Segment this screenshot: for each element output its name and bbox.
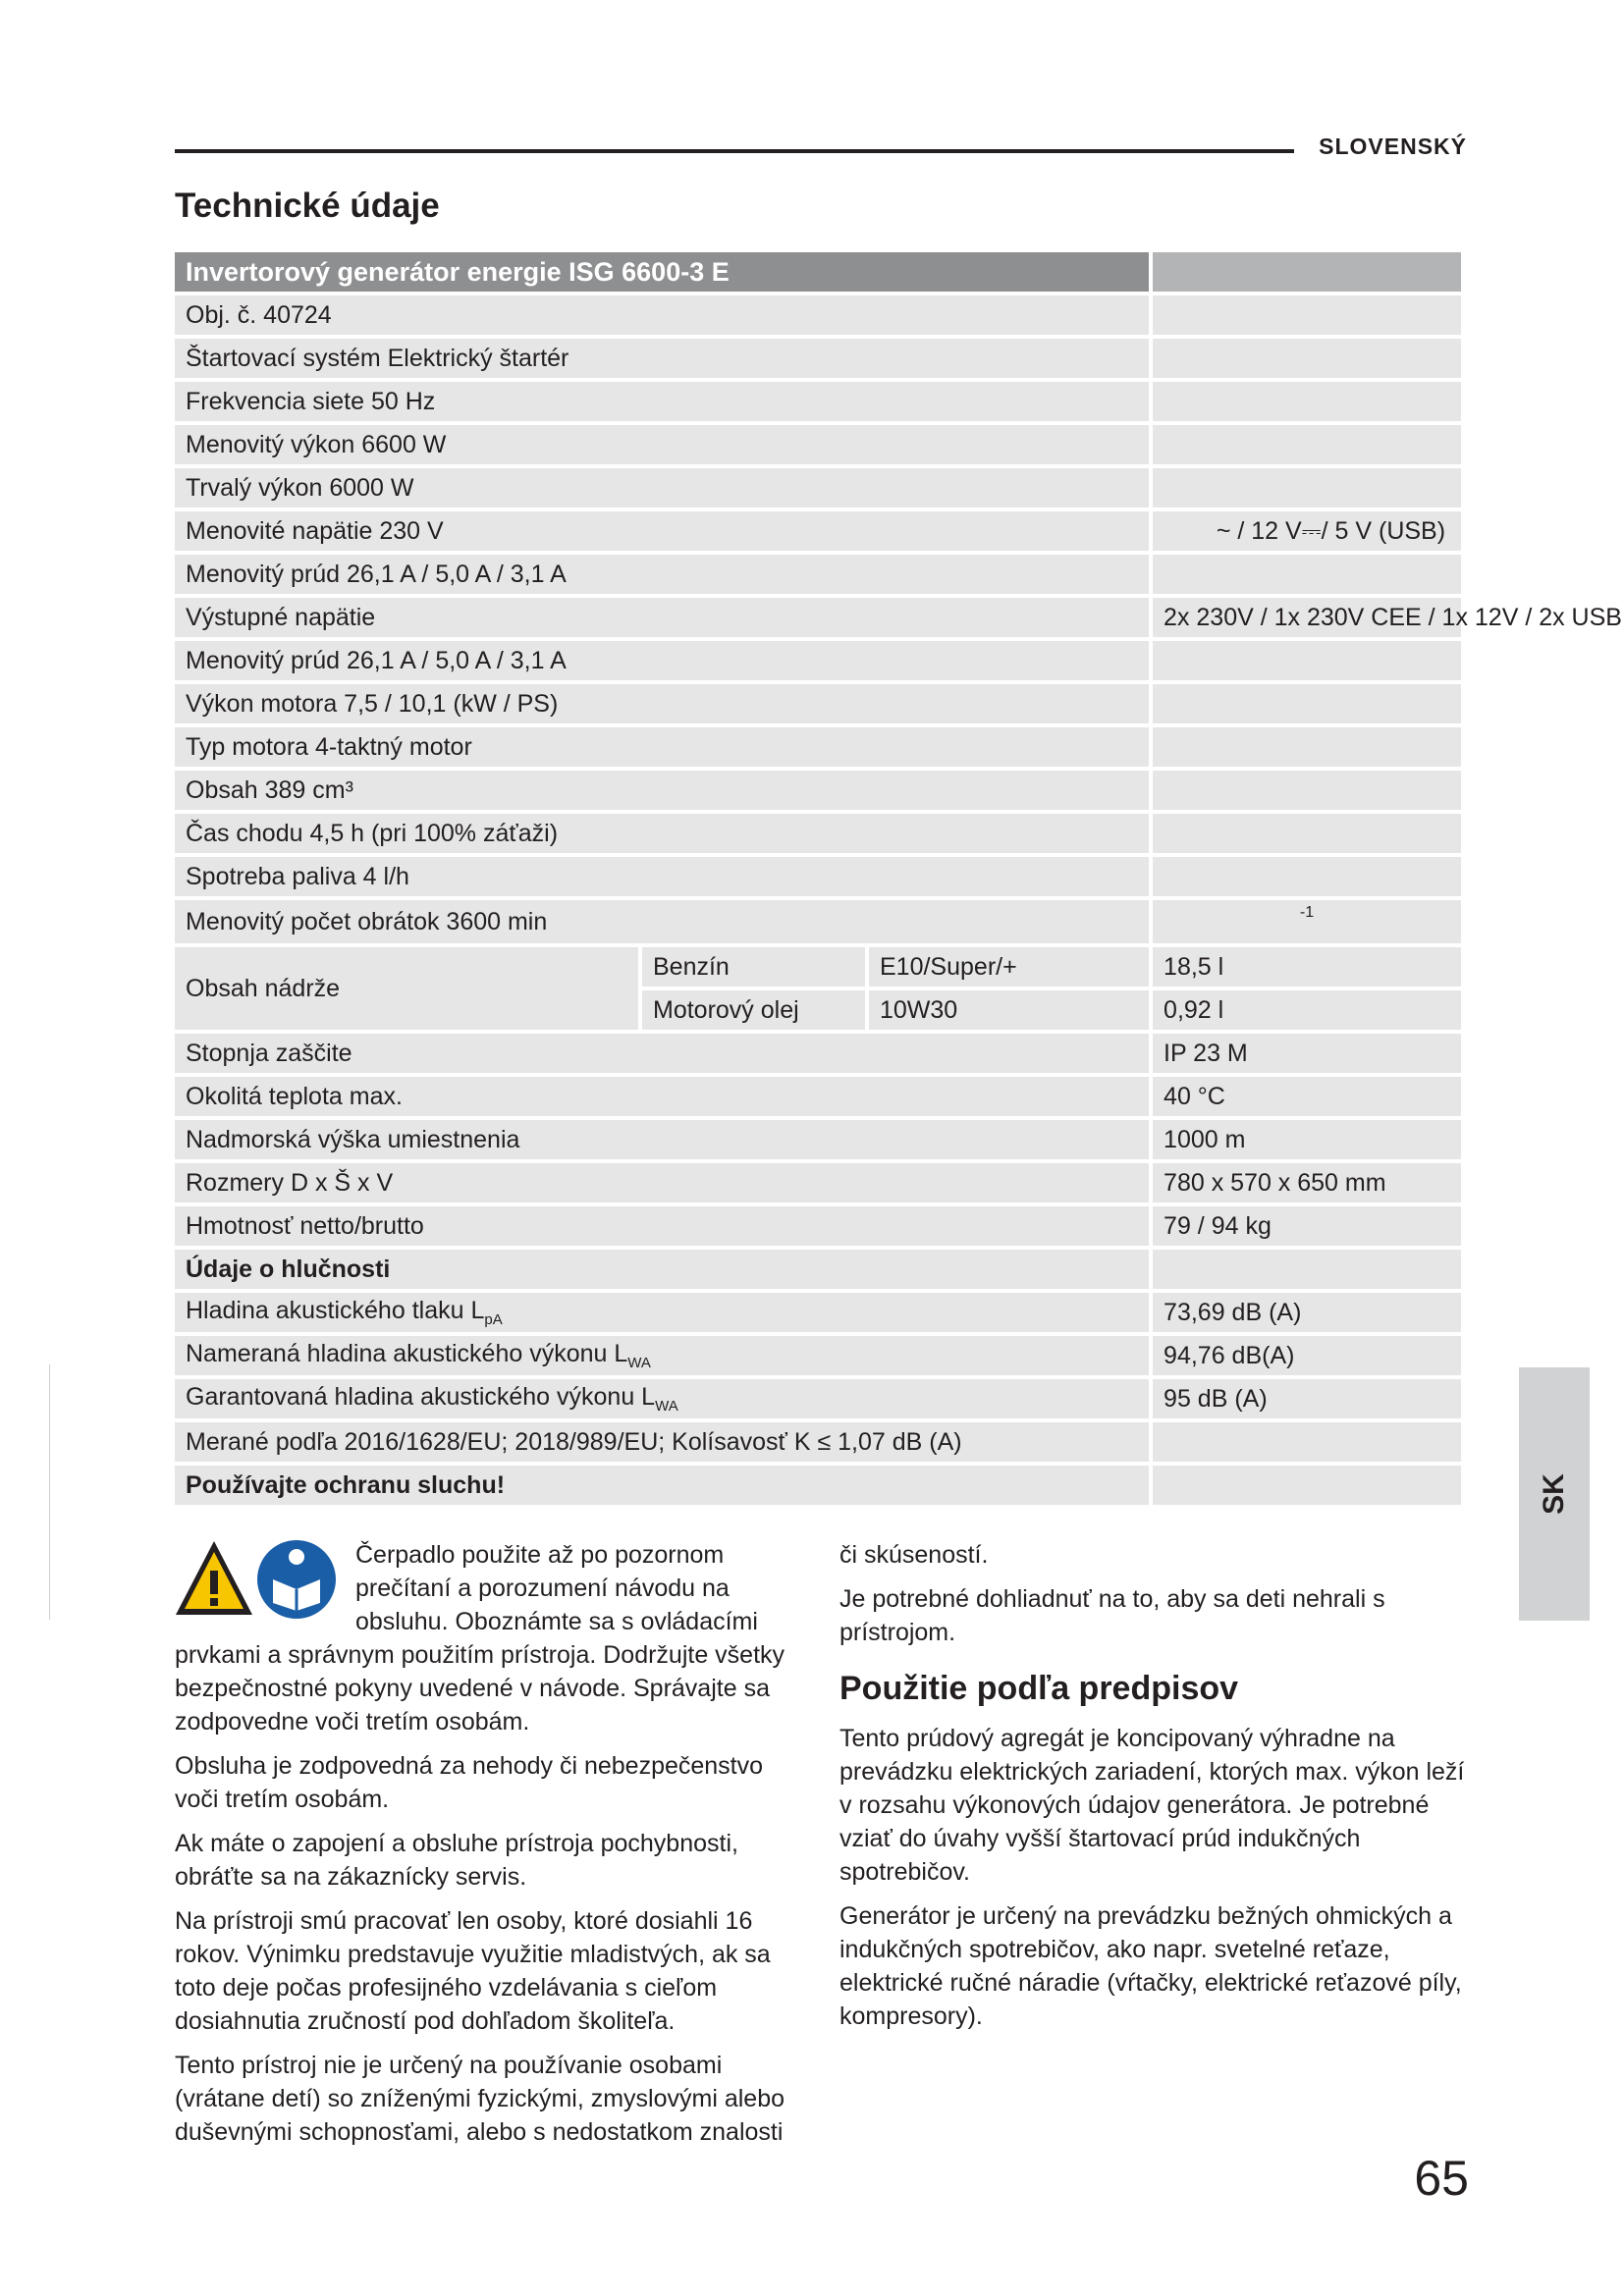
table-row bbox=[175, 1250, 1461, 1293]
hearing-protection-note: Používajte ochranu sluchu! bbox=[175, 1466, 1153, 1509]
spec-label: Výkon motora 7,5 / 10,1 (kW / PS) bbox=[175, 684, 1153, 727]
table-row bbox=[175, 1379, 1461, 1422]
spec-label: Menovitý prúd 26,1 A / 5,0 A / 3,1 A bbox=[175, 641, 1153, 684]
table-row bbox=[175, 727, 1461, 771]
spec-value: 79 / 94 kg bbox=[1153, 1206, 1461, 1250]
spec-value: 0,92 l bbox=[1153, 990, 1461, 1034]
spec-label: Typ motora 4-taktný motor bbox=[175, 727, 1153, 771]
table-row bbox=[175, 1466, 1461, 1509]
spec-label: Spotreba paliva 4 l/h bbox=[175, 857, 1153, 900]
spec-label: Obj. č. 40724 bbox=[175, 295, 1153, 339]
spec-label: Okolitá teplota max. bbox=[175, 1077, 1153, 1120]
table-row bbox=[175, 857, 1461, 900]
spec-value: E10/Super/+ bbox=[869, 947, 1153, 990]
spec-label: Obsah nádrže bbox=[175, 947, 642, 1034]
table-row bbox=[175, 1206, 1461, 1250]
noise-value: 94,76 dB(A) bbox=[1153, 1336, 1461, 1379]
paragraph: či skúseností. bbox=[839, 1541, 989, 1569]
paragraph: Na prístroji smú pracovať len osoby, ktoré dosiahli 16 rokov. Výnimku predstavuje využitie mladistvých, ak sa toto deje počas profesijného vzdelávania s cieľom dosiahnutia zručností pod dohľadom školiteľa. bbox=[175, 1907, 771, 2035]
table-row bbox=[175, 771, 1461, 814]
spec-value: -1 bbox=[1153, 900, 1461, 947]
spec-label: Výstupné napätie bbox=[175, 598, 1153, 641]
spec-value: IP 23 M bbox=[1153, 1034, 1461, 1077]
noise-label bbox=[175, 1336, 1153, 1379]
spec-label: Menovitý počet obrátok 3600 min bbox=[175, 900, 1153, 947]
spec-label: Frekvencia siete 50 Hz bbox=[175, 382, 1153, 425]
noise-label bbox=[175, 1293, 1153, 1336]
table-cell bbox=[1153, 1250, 1461, 1293]
paragraph: Tento prúdový agregát je koncipovaný výhradne na prevádzku elektrických zariadení, ktorých max. výkon leží v rozsahu výkonových údajov generátora. Je potrebné vziať do úvahy vyšší štartovací prúd indukčných spotrebičov. bbox=[839, 1725, 1465, 1886]
spec-label: Trvalý výkon 6000 W bbox=[175, 468, 1153, 511]
spec-label: Štartovací systém Elektrický štartér bbox=[175, 339, 1153, 382]
header-rule bbox=[175, 149, 1294, 153]
paragraph: Ak máte o zapojení a obsluhe prístroja pochybnosti, obráťte sa na zákaznícky servis. bbox=[175, 1830, 738, 1891]
spec-value bbox=[1153, 727, 1461, 771]
table-title: Invertorový generátor energie ISG 6600-3 E bbox=[175, 252, 1153, 295]
table-row bbox=[175, 468, 1461, 511]
table-row bbox=[175, 555, 1461, 598]
spec-value bbox=[1153, 339, 1461, 382]
table-row bbox=[175, 382, 1461, 425]
left-column bbox=[175, 1538, 803, 2160]
paragraph: Generátor je určený na prevádzku bežných ohmických a indukčných spotrebičov, ako napr. svetelné reťaze, elektrické ručné náradie (vŕtačky, elektrické reťazové píly, kompresory). bbox=[839, 1902, 1462, 2030]
table-row bbox=[175, 1163, 1461, 1206]
table-row bbox=[175, 1077, 1461, 1120]
spec-value: 2x 230V / 1x 230V CEE / 1x 12V / 2x USB bbox=[1153, 598, 1461, 641]
side-tab-label: SK bbox=[1538, 1473, 1570, 1515]
table-row bbox=[175, 947, 1461, 990]
table-row bbox=[175, 1422, 1461, 1466]
spec-value bbox=[1153, 382, 1461, 425]
table-row bbox=[175, 511, 1461, 555]
table-cell bbox=[1153, 1466, 1461, 1509]
noise-label-subscript: WA bbox=[627, 1355, 651, 1371]
spec-value: ~ / 12 V⎓/ 5 V (USB) bbox=[1153, 511, 1461, 555]
spec-value: 1000 m bbox=[1153, 1120, 1461, 1163]
table-row bbox=[175, 814, 1461, 857]
spec-label: Benzín bbox=[642, 947, 869, 990]
spec-value: 18,5 l bbox=[1153, 947, 1461, 990]
table-row bbox=[175, 1336, 1461, 1379]
noise-value: 95 dB (A) bbox=[1153, 1379, 1461, 1422]
table-row bbox=[175, 425, 1461, 468]
spec-value bbox=[1153, 468, 1461, 511]
spec-label: Čas chodu 4,5 h (pri 100% záťaži) bbox=[175, 814, 1153, 857]
section-heading: Použitie podľa predpisov bbox=[839, 1670, 1239, 1707]
spec-label: Menovitý výkon 6600 W bbox=[175, 425, 1153, 468]
table-row bbox=[175, 1034, 1461, 1077]
spec-label: Obsah 389 cm³ bbox=[175, 771, 1153, 814]
paragraph: Čerpadlo použite až po pozornom prečítaní a porozumení návodu na obsluhu. Oboznámte sa s ovládacími prvkami a správnym použitím prístroja. Dodržujte všetky bezpečnostné pokyny uvedené v návode. Správajte sa zodpovedne voči tretím osobám. bbox=[175, 1541, 785, 1735]
spec-value bbox=[1153, 857, 1461, 900]
language-label: SLOVENSKÝ bbox=[1319, 133, 1467, 159]
spec-value: 10W30 bbox=[869, 990, 1153, 1034]
spec-label: Motorový olej bbox=[642, 990, 869, 1034]
spec-label: Nadmorská výška umiestnenia bbox=[175, 1120, 1153, 1163]
spec-value bbox=[1153, 641, 1461, 684]
table-cell bbox=[1153, 1422, 1461, 1466]
paragraph: Je potrebné dohliadnuť na to, aby sa deti nehrali s prístrojom. bbox=[839, 1585, 1385, 1646]
table-row bbox=[175, 252, 1461, 295]
measured-note: Merané podľa 2016/1628/EU; 2018/989/EU; Kolísavosť K ≤ 1,07 dB (A) bbox=[175, 1422, 1153, 1466]
spec-value bbox=[1153, 425, 1461, 468]
noise-label-subscript: pA bbox=[484, 1311, 503, 1328]
spec-value bbox=[1153, 555, 1461, 598]
noise-label-text: Nameraná hladina akustického výkonu L bbox=[186, 1340, 628, 1367]
noise-label bbox=[175, 1379, 1153, 1422]
table-row bbox=[175, 900, 1461, 947]
table-title-blank bbox=[1153, 252, 1461, 295]
right-column bbox=[839, 1538, 1468, 2044]
table-row bbox=[175, 641, 1461, 684]
spec-value: 40 °C bbox=[1153, 1077, 1461, 1120]
page-edge-mark bbox=[49, 1364, 50, 1620]
spec-value bbox=[1153, 295, 1461, 339]
noise-label-subscript: WA bbox=[655, 1398, 678, 1415]
table-row bbox=[175, 1293, 1461, 1336]
spec-label: Stopnja zaščite bbox=[175, 1034, 1153, 1077]
spec-value: 780 x 570 x 650 mm bbox=[1153, 1163, 1461, 1206]
paragraph: Obsluha je zodpovedná za nehody či nebezpečenstvo voči tretím osobám. bbox=[175, 1752, 764, 1813]
spec-value bbox=[1153, 771, 1461, 814]
noise-heading: Údaje o hlučnosti bbox=[175, 1250, 1153, 1293]
paragraph: Tento prístroj nie je určený na používanie osobami (vrátane detí) so zníženými fyzickými, zmyslovými alebo duševnými schopnosťami, alebo s nedostatkom znalosti bbox=[175, 2052, 785, 2146]
spec-label: Menovitý prúd 26,1 A / 5,0 A / 3,1 A bbox=[175, 555, 1153, 598]
noise-label-text: Hladina akustického tlaku L bbox=[186, 1297, 485, 1324]
table-row bbox=[175, 1120, 1461, 1163]
spec-value bbox=[1153, 684, 1461, 727]
table-row bbox=[175, 295, 1461, 339]
table-row bbox=[175, 339, 1461, 382]
spec-label: Menovité napätie 230 V bbox=[175, 511, 1153, 555]
safety-icons bbox=[175, 1538, 344, 1627]
noise-label-text: Garantovaná hladina akustického výkonu L bbox=[186, 1383, 656, 1411]
language-side-tab bbox=[1519, 1367, 1590, 1621]
spec-table bbox=[175, 252, 1622, 1509]
page-number: 65 bbox=[1414, 2151, 1469, 2206]
spec-label: Hmotnosť netto/brutto bbox=[175, 1206, 1153, 1250]
table-row bbox=[175, 598, 1461, 641]
table-row bbox=[175, 684, 1461, 727]
spec-value bbox=[1153, 814, 1461, 857]
read-manual-icon bbox=[255, 1538, 338, 1621]
section-title: Technické údaje bbox=[175, 187, 440, 225]
spec-label: Rozmery D x Š x V bbox=[175, 1163, 1153, 1206]
noise-value: 73,69 dB (A) bbox=[1153, 1293, 1461, 1336]
